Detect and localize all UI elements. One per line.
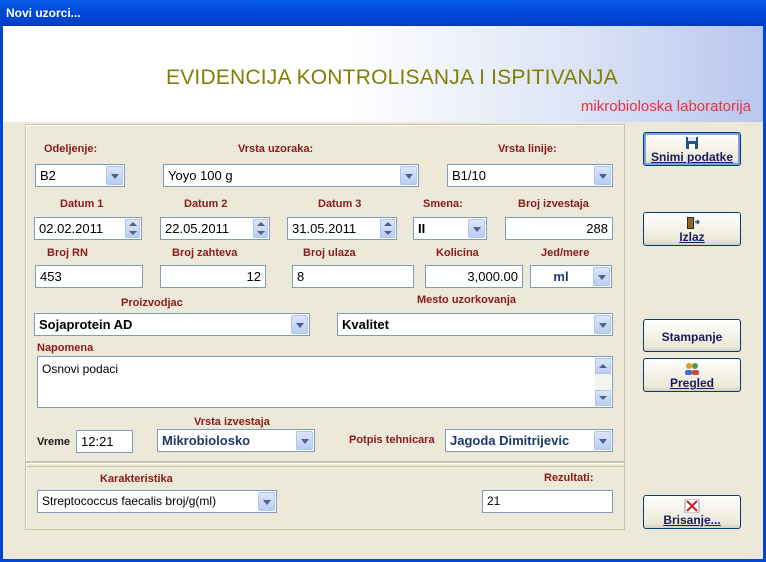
scroll-down-icon[interactable] [595, 390, 611, 406]
pregled-label: Pregled [669, 376, 714, 390]
vrsta-uzoraka-value: Yoyo 100 g [168, 168, 233, 183]
window-title-bar[interactable] [0, 0, 766, 26]
banner-title: EVIDENCIJA KONTROLISANJA I ISPITIVANJA [166, 66, 618, 89]
spinner-icon[interactable] [253, 219, 268, 238]
broj-rn-label: Broj RN [47, 247, 88, 259]
potpis-tehnicara-label: Potpis tehnicara [349, 434, 435, 446]
brisanje-label: Brisanje... [663, 513, 721, 527]
potpis-tehnicara-value: Jagoda Dimitrijevic [450, 433, 570, 448]
kolicina-input[interactable]: 3,000.00 [425, 265, 523, 288]
delete-x-icon [684, 499, 700, 513]
chevron-down-icon[interactable] [594, 315, 611, 334]
datum1-picker[interactable] [34, 217, 142, 240]
stampanje-label: Stampanje [661, 330, 723, 344]
potpis-tehnicara-select[interactable] [445, 429, 613, 452]
proizvodjac-value: Sojaprotein AD [39, 317, 133, 332]
vreme-label: Vreme [37, 436, 71, 448]
vrsta-linije-select[interactable] [447, 164, 613, 187]
smena-label: Smena: [423, 198, 463, 210]
chevron-down-icon[interactable] [258, 492, 275, 511]
vreme-input[interactable]: 12:21 [76, 430, 133, 453]
vrsta-izvestaja-value: Mikrobiolosko [162, 433, 251, 448]
izlaz-label: Izlaz [679, 230, 705, 244]
napomena-label: Napomena [37, 342, 94, 354]
vrsta-uzoraka-select[interactable] [163, 164, 419, 187]
chevron-down-icon[interactable] [594, 166, 611, 185]
jed-mere-label: Jed/mere [541, 247, 590, 259]
odeljenje-value: B2 [40, 168, 56, 183]
chevron-down-icon[interactable] [468, 219, 485, 238]
datum1-label: Datum 1 [60, 198, 104, 210]
proizvodjac-select[interactable] [34, 313, 310, 336]
datum2-value: 22.05.2011 [165, 221, 230, 236]
jed-mere-value: ml [553, 269, 569, 284]
jed-mere-select[interactable] [530, 265, 612, 288]
smena-select[interactable] [413, 217, 487, 240]
spinner-icon[interactable] [380, 219, 395, 238]
datum3-label: Datum 3 [318, 198, 362, 210]
mesto-uzorkovanja-label: Mesto uzorkovanja [417, 294, 517, 306]
broj-zahteva-input[interactable]: 12 [160, 265, 266, 288]
broj-rn-input[interactable]: 453 [35, 265, 143, 288]
vrsta-izvestaja-label: Vrsta izvestaja [194, 416, 270, 428]
scroll-up-icon[interactable] [595, 358, 611, 374]
header-banner [3, 26, 763, 122]
broj-ulaza-input[interactable]: 8 [292, 265, 414, 288]
vrsta-linije-value: B1/10 [452, 168, 486, 183]
snimi-podatke-label: Snimi podatke [650, 150, 733, 164]
datum3-value: 31.05.2011 [292, 221, 357, 236]
broj-izvestaja-label: Broj izvestaja [518, 198, 589, 210]
kolicina-label: Kolicina [436, 247, 479, 259]
broj-zahteva-label: Broj zahteva [172, 247, 238, 259]
broj-izvestaja-input[interactable]: 288 [505, 217, 613, 240]
karakteristika-select[interactable] [37, 490, 277, 513]
odeljenje-label: Odeljenje: [44, 143, 98, 155]
stampanje-button[interactable] [643, 319, 741, 352]
window-title: Novi uzorci... [6, 6, 81, 20]
vrsta-uzoraka-label: Vrsta uzoraka: [238, 143, 314, 155]
datum1-value: 02.02.2011 [39, 221, 104, 236]
brisanje-button[interactable] [643, 495, 741, 529]
smena-value: II [418, 221, 426, 236]
chevron-down-icon[interactable] [296, 431, 313, 450]
pregled-button[interactable] [643, 358, 741, 392]
rezultati-label: Rezultati: [544, 472, 594, 484]
broj-ulaza-label: Broj ulaza [303, 247, 356, 259]
datum2-picker[interactable] [160, 217, 270, 240]
chevron-down-icon[interactable] [400, 166, 417, 185]
napomena-textarea[interactable] [37, 356, 613, 408]
proizvodjac-label: Proizvodjac [121, 297, 183, 309]
chevron-down-icon[interactable] [593, 267, 610, 286]
izlaz-button[interactable] [643, 212, 741, 246]
chevron-down-icon[interactable] [291, 315, 308, 334]
snimi-podatke-button[interactable] [643, 132, 741, 166]
chevron-down-icon[interactable] [594, 431, 611, 450]
vrsta-linije-label: Vrsta linije: [498, 143, 557, 155]
mesto-uzorkovanja-value: Kvalitet [342, 317, 389, 332]
rezultati-input[interactable]: 21 [482, 490, 613, 513]
users-icon [684, 362, 700, 376]
floppy-disk-icon [684, 136, 700, 150]
napomena-scrollbar[interactable] [595, 358, 611, 406]
datum3-picker[interactable] [287, 217, 397, 240]
chevron-down-icon[interactable] [106, 166, 123, 185]
karakteristika-label: Karakteristika [100, 473, 173, 485]
karakteristika-value: Streptococcus faecalis broj/g(ml) [42, 494, 217, 508]
mesto-uzorkovanja-select[interactable] [337, 313, 613, 336]
odeljenje-select[interactable] [35, 164, 125, 187]
exit-door-icon [684, 216, 700, 230]
banner-subtitle: mikrobioloska laboratorija [580, 98, 751, 115]
napomena-value: Osnovi podaci [42, 362, 119, 376]
datum2-label: Datum 2 [184, 198, 228, 210]
spinner-icon[interactable] [125, 219, 140, 238]
vrsta-izvestaja-select[interactable] [157, 429, 315, 452]
